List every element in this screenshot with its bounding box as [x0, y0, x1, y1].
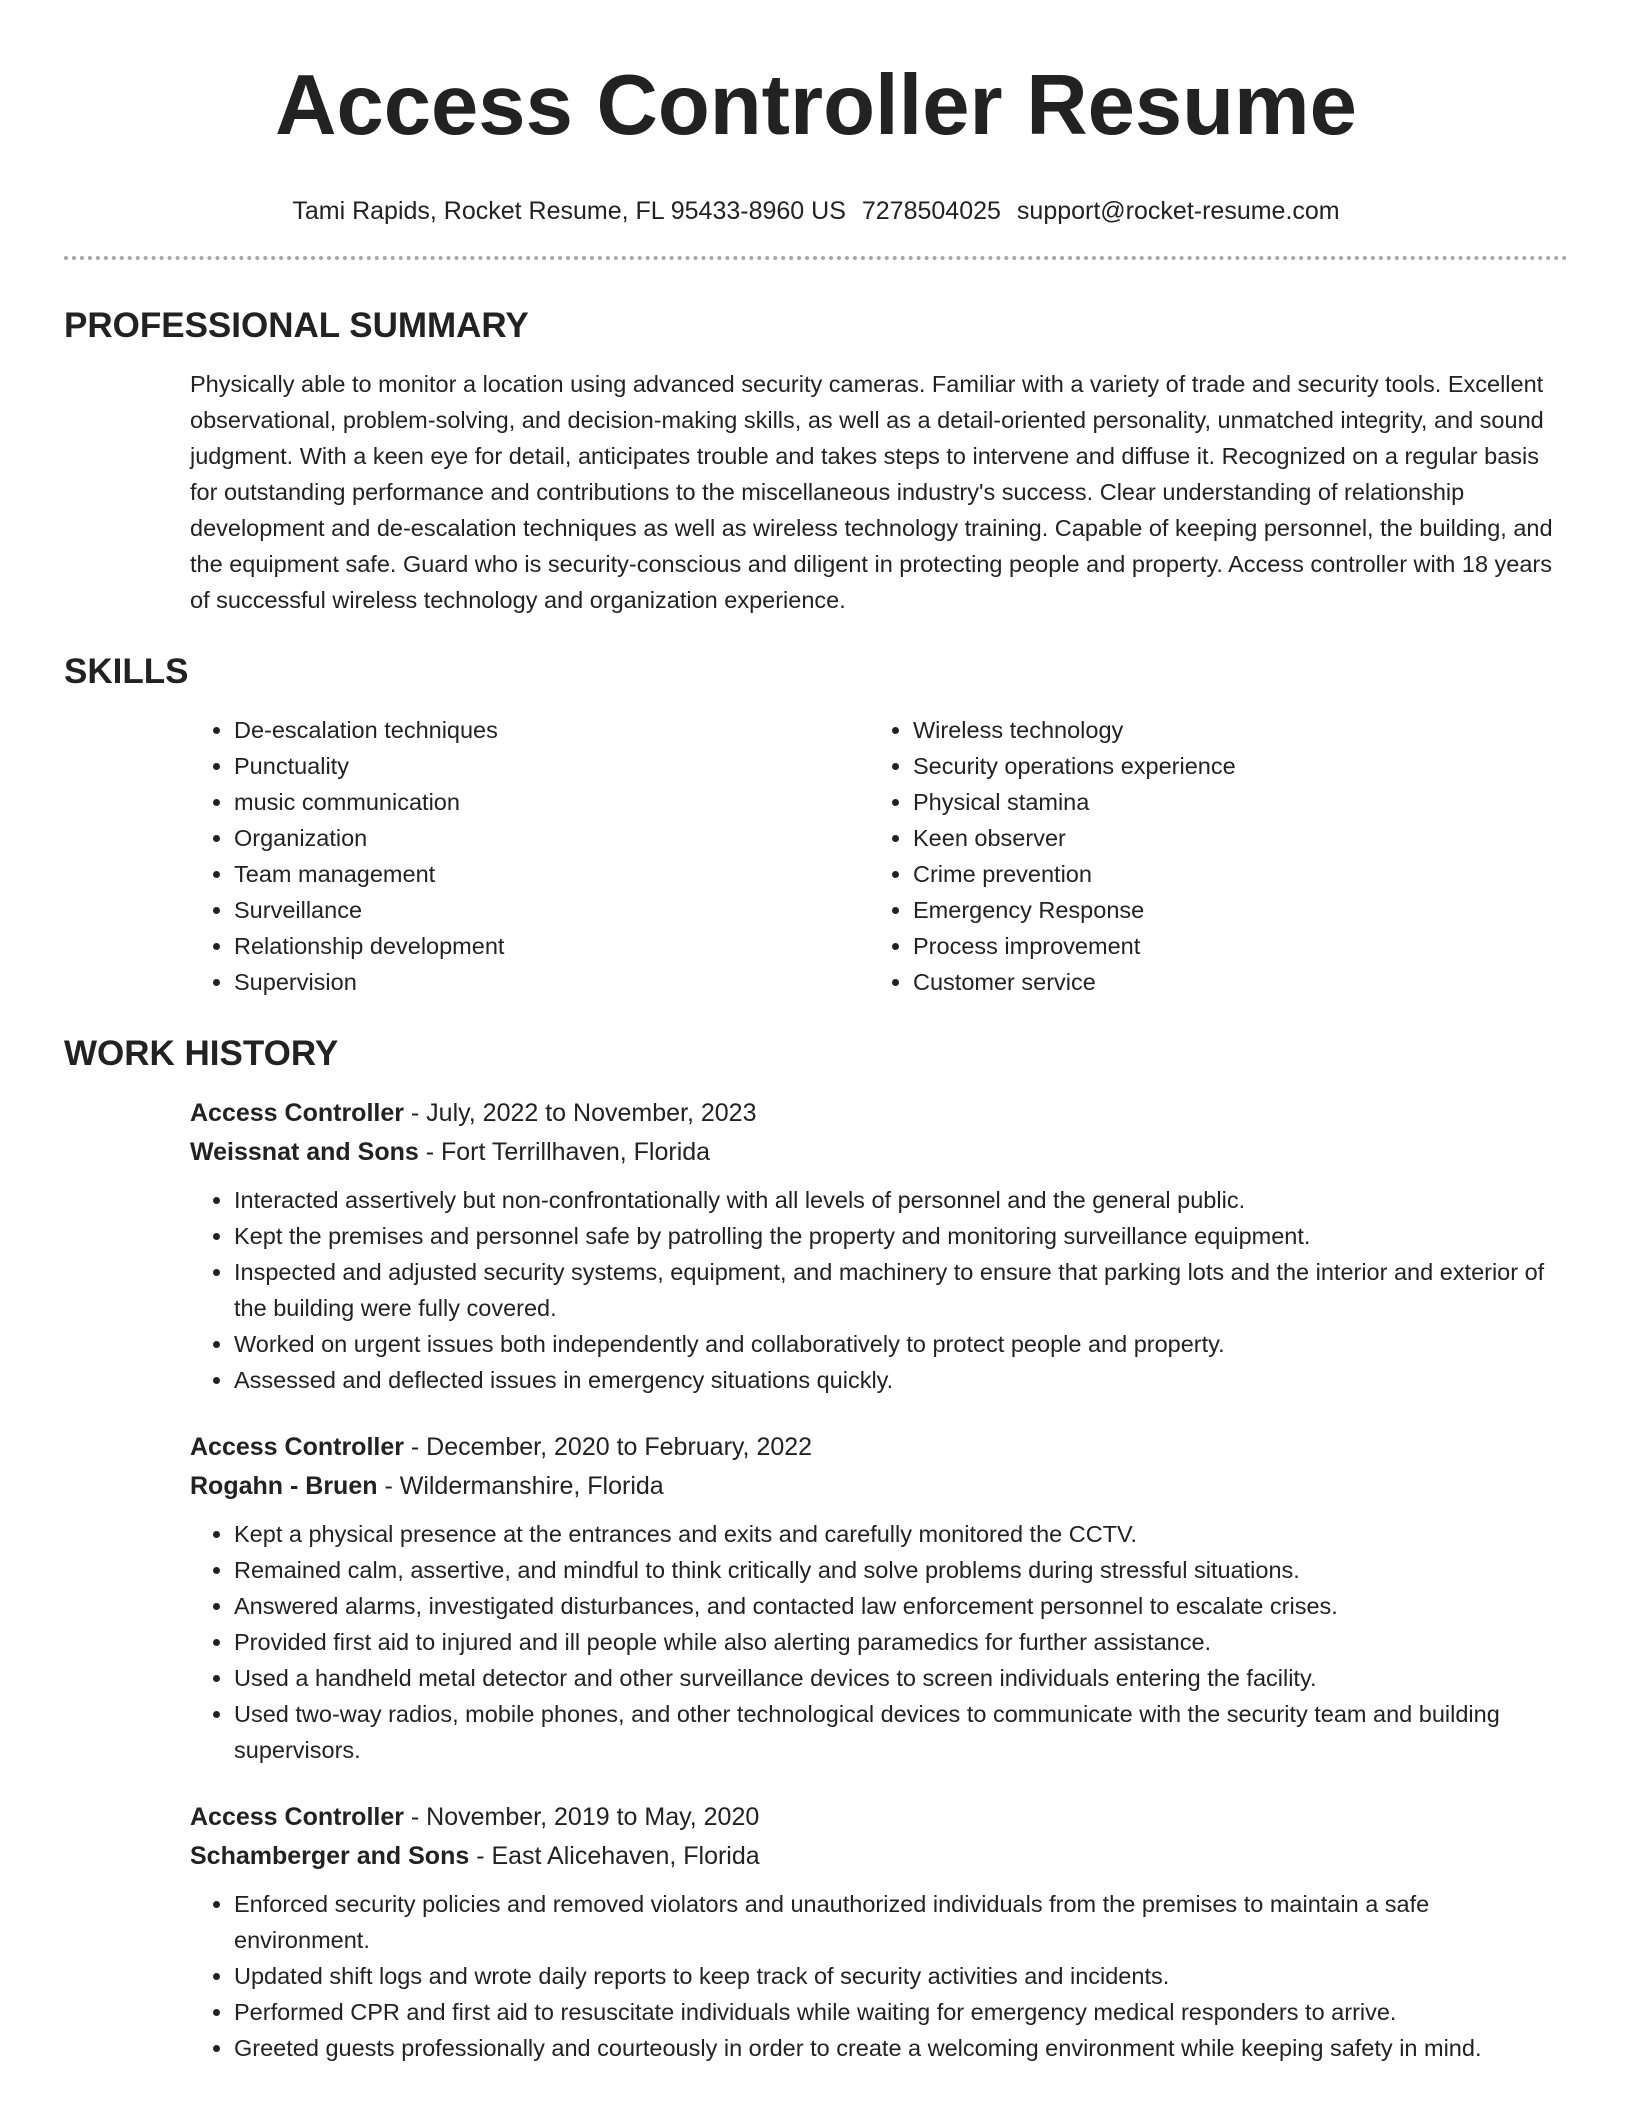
- job-duty: • Assessed and deflected issues in emergency situations quickly.: [234, 1362, 1568, 1398]
- skill-item: • Security operations experience: [913, 748, 1568, 784]
- skill-item: • Relationship development: [234, 928, 869, 964]
- contact-line: [64, 194, 1568, 228]
- skill-item: • Process improvement: [913, 928, 1568, 964]
- skill-item: • Customer service: [913, 964, 1568, 1000]
- job-duty: • Kept a physical presence at the entrances and exits and carefully monitored the CCTV.: [234, 1516, 1568, 1552]
- summary-heading: PROFESSIONAL SUMMARY: [64, 306, 529, 345]
- job-company: Schamberger and Sons: [190, 1842, 470, 1870]
- job-duty: • Used two-way radios, mobile phones, and other technological devices to communicate with the security team and building supervisors.: [234, 1696, 1568, 1768]
- job-duty: • Updated shift logs and wrote daily reports to keep track of security activities and incidents.: [234, 1958, 1568, 1994]
- skill-item: • Crime prevention: [913, 856, 1568, 892]
- job-duty: • Kept the premises and personnel safe by patrolling the property and monitoring surveillance equipment.: [234, 1218, 1568, 1254]
- skill-item: • Punctuality: [234, 748, 869, 784]
- job-duties: [190, 1886, 1568, 2066]
- job-location: - East Alicehaven, Florida: [469, 1842, 760, 1870]
- job-duty: • Used a handheld metal detector and other surveillance devices to screen individuals entering the facility.: [234, 1660, 1568, 1696]
- skill-item: • Wireless technology: [913, 712, 1568, 748]
- job-duty: • Greeted guests professionally and courteously in order to create a welcoming environment while keeping safety in mind.: [234, 2030, 1568, 2066]
- job-role: Access Controller: [190, 1433, 404, 1461]
- job-duties: [190, 1516, 1568, 1768]
- job-duty: • Enforced security policies and removed violators and unauthorized individuals from the premises to maintain a safe environment.: [234, 1886, 1568, 1958]
- job-location: - Fort Terrillhaven, Florida: [418, 1138, 711, 1166]
- job-company-line: [190, 1133, 1568, 1172]
- job-title-line: [190, 1798, 1568, 1837]
- skill-item: • Surveillance: [234, 892, 869, 928]
- skill-item: • music communication: [234, 784, 869, 820]
- resume-title: Access Controller Resume: [275, 58, 1357, 153]
- job-entry: [190, 1428, 1568, 1768]
- job-title-line: [190, 1428, 1568, 1467]
- job-company-line: [190, 1837, 1568, 1876]
- job-duty: • Worked on urgent issues both independently and collaboratively to protect people and property.: [234, 1326, 1568, 1362]
- job-entry: [190, 1798, 1568, 2066]
- job-duty: • Inspected and adjusted security systems, equipment, and machinery to ensure that parking lots and the interior and exterior of the building were fully covered.: [234, 1254, 1568, 1326]
- job-dates: - November, 2019 to May, 2020: [403, 1803, 760, 1831]
- job-company: Weissnat and Sons: [190, 1138, 419, 1166]
- job-company-line: [190, 1467, 1568, 1506]
- skills-column-right: [869, 712, 1568, 1000]
- job-duty: • Interacted assertively but non-confrontationally with all levels of personnel and the general public.: [234, 1182, 1568, 1218]
- job-company: Rogahn - Bruen: [190, 1472, 378, 1500]
- contact-email: support@rocket-resume.com: [1016, 197, 1340, 225]
- skill-item: • Keen observer: [913, 820, 1568, 856]
- job-role: Access Controller: [190, 1803, 404, 1831]
- work-history-heading: WORK HISTORY: [64, 1034, 339, 1073]
- job-dates: - December, 2020 to February, 2022: [403, 1433, 813, 1461]
- job-dates: - July, 2022 to November, 2023: [403, 1099, 757, 1127]
- skills-column-left: [190, 712, 869, 1000]
- skill-item: • Team management: [234, 856, 869, 892]
- header-divider: [64, 256, 1568, 260]
- job-duties: [190, 1182, 1568, 1398]
- job-duty: • Provided first aid to injured and ill people while also alerting paramedics for further assistance.: [234, 1624, 1568, 1660]
- skill-item: • Organization: [234, 820, 869, 856]
- contact-phone: 7278504025: [861, 197, 1001, 225]
- skill-item: • De-escalation techniques: [234, 712, 869, 748]
- job-entry: [190, 1094, 1568, 1398]
- skill-item: • Emergency Response: [913, 892, 1568, 928]
- contact-address: Tami Rapids, Rocket Resume, FL 95433-8960 US: [292, 197, 846, 225]
- job-location: - Wildermanshire, Florida: [377, 1472, 664, 1500]
- skill-item: • Physical stamina: [913, 784, 1568, 820]
- job-title-line: [190, 1094, 1568, 1133]
- skill-item: • Supervision: [234, 964, 869, 1000]
- skills-heading: SKILLS: [64, 652, 189, 691]
- summary-text: Physically able to monitor a location using advanced security cameras. Familiar with a variety of trade and security tools. Excellent observational, problem-solving, and decision-making skills, as well as a detail-oriented personality, unmatched integrity, and sound judgment. With a keen eye for detail, anticipates trouble and takes steps to intervene and diffuse it. Recognized on a regular basis for outstanding performance and contributions to the miscellaneous industry's success. Clear understanding of relationship development and de-escalation techniques as well as wireless technology training. Capable of keeping personnel, the building, and the equipment safe. Guard who is security-conscious and diligent in protecting people and property. Access controller with 18 years of successful wireless technology and organization experience.: [190, 371, 1553, 613]
- skills-list: [190, 712, 1568, 1000]
- job-duty: • Answered alarms, investigated disturbances, and contacted law enforcement personnel to escalate crises.: [234, 1588, 1568, 1624]
- job-duty: • Performed CPR and first aid to resuscitate individuals while waiting for emergency medical responders to arrive.: [234, 1994, 1568, 2030]
- job-duty: • Remained calm, assertive, and mindful to think critically and solve problems during stressful situations.: [234, 1552, 1568, 1588]
- job-role: Access Controller: [190, 1099, 404, 1127]
